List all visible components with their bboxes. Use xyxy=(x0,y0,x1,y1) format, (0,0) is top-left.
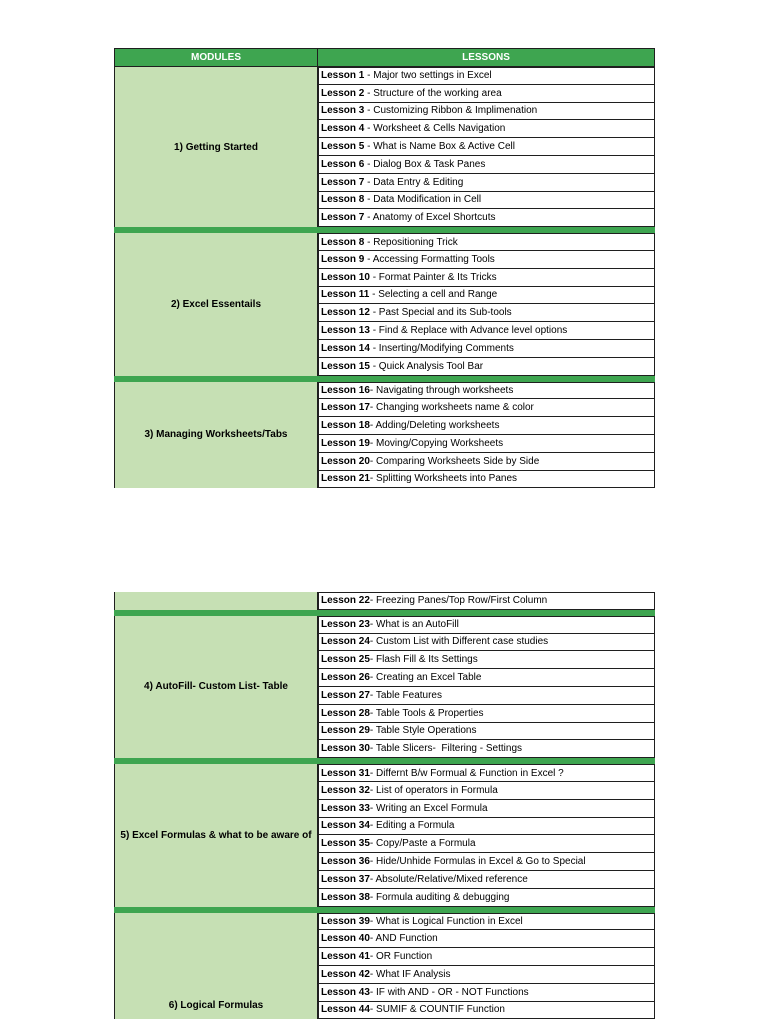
lesson-title: - Table Style Operations xyxy=(369,725,477,737)
lesson-title: - Differnt B/w Formual & Function in Excel ? xyxy=(369,767,564,779)
lesson-title: - Table Features xyxy=(369,689,442,701)
lesson-title: - Past Special and its Sub-tools xyxy=(369,307,512,319)
lesson-title: - Copy/Paste a Formula xyxy=(369,838,476,850)
lesson-row xyxy=(318,340,655,358)
lesson-title: - Table Slicers- Filtering - Settings xyxy=(369,743,523,755)
lesson-number: Lesson 34 xyxy=(321,820,370,832)
lesson-number: Lesson 30 xyxy=(321,743,370,755)
lesson-number: Lesson 18 xyxy=(321,420,370,432)
lesson-number: Lesson 9 xyxy=(321,253,365,265)
lesson-number: Lesson 20 xyxy=(321,455,370,467)
lesson-list xyxy=(318,67,655,227)
module-group xyxy=(114,67,655,227)
lesson-row xyxy=(318,948,655,966)
lesson-number: Lesson 2 xyxy=(321,87,365,99)
lesson-number: Lesson 37 xyxy=(321,873,370,885)
module-name: 3) Managing Worksheets/Tabs xyxy=(114,382,318,489)
lesson-number: Lesson 5 xyxy=(321,141,365,153)
lesson-row xyxy=(318,913,655,931)
lesson-title: - Navigating through worksheets xyxy=(369,384,514,396)
lessons-header: LESSONS xyxy=(318,48,655,67)
lesson-row xyxy=(318,435,655,453)
lesson-list xyxy=(318,913,655,1020)
lesson-row xyxy=(318,930,655,948)
lesson-title: - Data Entry & Editing xyxy=(364,176,464,188)
lesson-title: - OR Function xyxy=(369,951,433,963)
lesson-title: - Quick Analysis Tool Bar xyxy=(369,360,484,372)
lesson-title: - Customizing Ribbon & Implimenation xyxy=(364,105,538,117)
lesson-title: - Changing worksheets name & color xyxy=(369,402,534,414)
lesson-list xyxy=(318,382,655,489)
module-name: 4) AutoFill- Custom List- Table xyxy=(114,616,318,758)
lesson-row xyxy=(318,269,655,287)
lesson-number: Lesson 14 xyxy=(321,342,370,354)
lesson-title: - SUMIF & COUNTIF Function xyxy=(369,1004,505,1016)
lesson-title: - Selecting a cell and Range xyxy=(369,289,498,301)
lesson-title: - AND Function xyxy=(369,933,438,945)
module-name: 5) Excel Formulas & what to be aware of xyxy=(114,764,318,906)
lesson-row xyxy=(318,417,655,435)
module-name: 6) Logical Formulas xyxy=(114,913,318,1020)
lesson-row xyxy=(318,358,655,376)
module-group xyxy=(114,382,655,489)
lesson-row xyxy=(318,304,655,322)
module-list xyxy=(114,67,655,488)
module-group xyxy=(114,913,655,1020)
lesson-number: Lesson 8 xyxy=(321,194,365,206)
lesson-number: Lesson 16 xyxy=(321,384,370,396)
lesson-number: Lesson 10 xyxy=(321,271,370,283)
modules-header: MODULES xyxy=(114,48,318,67)
lesson-number: Lesson 22 xyxy=(321,595,370,607)
lesson-number: Lesson 13 xyxy=(321,325,370,337)
lesson-row xyxy=(318,287,655,305)
lesson-list xyxy=(318,233,655,375)
lesson-row xyxy=(318,174,655,192)
lesson-title: - Major two settings in Excel xyxy=(364,70,492,82)
lesson-number: Lesson 42 xyxy=(321,968,370,980)
lesson-list xyxy=(318,764,655,906)
lesson-title: - Repositioning Trick xyxy=(364,236,458,248)
lesson-number: Lesson 40 xyxy=(321,933,370,945)
lesson-number: Lesson 38 xyxy=(321,891,370,903)
lesson-title: - Dialog Box & Task Panes xyxy=(364,158,486,170)
lesson-row xyxy=(318,764,655,782)
lesson-row xyxy=(318,782,655,800)
lesson-title: - Absolute/Relative/Mixed reference xyxy=(369,873,528,885)
lesson-number: Lesson 7 xyxy=(321,212,365,224)
lesson-title: - Data Modification in Cell xyxy=(364,194,482,206)
lesson-number: Lesson 32 xyxy=(321,784,370,796)
lesson-number: Lesson 27 xyxy=(321,689,370,701)
curriculum-table-page-1 xyxy=(114,48,655,488)
module-group xyxy=(114,764,655,906)
lesson-title: - IF with AND - OR - NOT Functions xyxy=(369,986,529,998)
lesson-row xyxy=(318,871,655,889)
module-name: 1) Getting Started xyxy=(114,67,318,227)
lesson-title: - Accessing Formatting Tools xyxy=(364,253,495,265)
lesson-number: Lesson 28 xyxy=(321,707,370,719)
lesson-row xyxy=(318,156,655,174)
lesson-title: - Table Tools & Properties xyxy=(369,707,484,719)
lesson-row xyxy=(318,120,655,138)
lesson-row xyxy=(318,853,655,871)
module-group xyxy=(114,616,655,758)
lesson-title: - Format Painter & Its Tricks xyxy=(369,271,497,283)
lesson-title: - Writing an Excel Formula xyxy=(369,802,488,814)
lesson-number: Lesson 12 xyxy=(321,307,370,319)
lesson-row xyxy=(318,138,655,156)
lesson-row xyxy=(318,723,655,741)
lesson-row xyxy=(318,800,655,818)
lesson-row xyxy=(318,233,655,251)
lesson-row xyxy=(318,382,655,400)
lesson-number: Lesson 41 xyxy=(321,951,370,963)
lesson-number: Lesson 25 xyxy=(321,654,370,666)
lesson-row xyxy=(318,67,655,85)
lesson-number: Lesson 19 xyxy=(321,437,370,449)
lesson-title: - Worksheet & Cells Navigation xyxy=(364,123,506,135)
lesson-row xyxy=(318,592,655,610)
lesson-row xyxy=(318,616,655,634)
lesson-title: - Splitting Worksheets into Panes xyxy=(369,473,518,485)
lesson-title: - Custom List with Different case studies xyxy=(369,636,549,648)
lesson-row xyxy=(318,103,655,121)
lesson-number: Lesson 39 xyxy=(321,915,370,927)
lesson-title: - Moving/Copying Worksheets xyxy=(369,437,504,449)
lesson-number: Lesson 29 xyxy=(321,725,370,737)
lesson-row xyxy=(318,705,655,723)
lesson-row xyxy=(318,192,655,210)
lesson-number: Lesson 1 xyxy=(321,70,365,82)
module-list xyxy=(114,592,655,1019)
lesson-title: - What is Name Box & Active Cell xyxy=(364,141,515,153)
lesson-number: Lesson 8 xyxy=(321,236,365,248)
lesson-number: Lesson 21 xyxy=(321,473,370,485)
lesson-title: - Flash Fill & Its Settings xyxy=(369,654,478,666)
lesson-title: - Anatomy of Excel Shortcuts xyxy=(364,212,496,224)
lesson-title: - Freezing Panes/Top Row/First Column xyxy=(369,595,548,607)
lesson-row xyxy=(318,818,655,836)
lesson-row xyxy=(318,251,655,269)
lesson-title: - What is Logical Function in Excel xyxy=(369,915,523,927)
lesson-number: Lesson 4 xyxy=(321,123,365,135)
lesson-number: Lesson 6 xyxy=(321,158,365,170)
lesson-title: - Inserting/Modifying Comments xyxy=(369,342,514,354)
lesson-row xyxy=(318,634,655,652)
lesson-row xyxy=(318,687,655,705)
curriculum-table-page-2 xyxy=(114,592,655,1019)
lesson-row xyxy=(318,889,655,907)
lesson-row xyxy=(318,322,655,340)
lesson-number: Lesson 23 xyxy=(321,619,370,631)
lesson-row xyxy=(318,1002,655,1020)
lesson-number: Lesson 24 xyxy=(321,636,370,648)
lesson-title: - Structure of the working area xyxy=(364,87,502,99)
lesson-number: Lesson 15 xyxy=(321,360,370,372)
lesson-number: Lesson 17 xyxy=(321,402,370,414)
lesson-number: Lesson 7 xyxy=(321,176,365,188)
lesson-title: - List of operators in Formula xyxy=(369,784,498,796)
lesson-title: - Formula auditing & debugging xyxy=(369,891,510,903)
lesson-row xyxy=(318,651,655,669)
lesson-title: - Adding/Deleting worksheets xyxy=(369,420,500,432)
module-group xyxy=(114,233,655,375)
lesson-number: Lesson 44 xyxy=(321,1004,370,1016)
module-name xyxy=(114,592,318,610)
lesson-title: - Editing a Formula xyxy=(369,820,455,832)
lesson-row xyxy=(318,85,655,103)
lesson-number: Lesson 3 xyxy=(321,105,365,117)
lesson-row xyxy=(318,453,655,471)
lesson-list xyxy=(318,616,655,758)
module-name: 2) Excel Essentails xyxy=(114,233,318,375)
lesson-row xyxy=(318,966,655,984)
lesson-row xyxy=(318,835,655,853)
lesson-title: - What IF Analysis xyxy=(369,968,451,980)
lesson-title: - Creating an Excel Table xyxy=(369,672,482,684)
lesson-row xyxy=(318,471,655,489)
module-group xyxy=(114,592,655,610)
lesson-row xyxy=(318,209,655,227)
lesson-row xyxy=(318,669,655,687)
lesson-row xyxy=(318,984,655,1002)
lesson-title: - Hide/Unhide Formulas in Excel & Go to Special xyxy=(369,856,586,868)
lesson-title: - What is an AutoFill xyxy=(369,619,459,631)
lesson-number: Lesson 33 xyxy=(321,802,370,814)
lesson-number: Lesson 43 xyxy=(321,986,370,998)
table-header xyxy=(114,48,655,67)
lesson-title: - Comparing Worksheets Side by Side xyxy=(369,455,540,467)
lesson-number: Lesson 36 xyxy=(321,856,370,868)
lesson-row xyxy=(318,399,655,417)
lesson-number: Lesson 26 xyxy=(321,672,370,684)
lesson-row xyxy=(318,740,655,758)
lesson-number: Lesson 35 xyxy=(321,838,370,850)
lesson-number: Lesson 31 xyxy=(321,767,370,779)
lesson-list xyxy=(318,592,655,610)
lesson-title: - Find & Replace with Advance level options xyxy=(369,325,568,337)
lesson-number: Lesson 11 xyxy=(321,289,370,301)
